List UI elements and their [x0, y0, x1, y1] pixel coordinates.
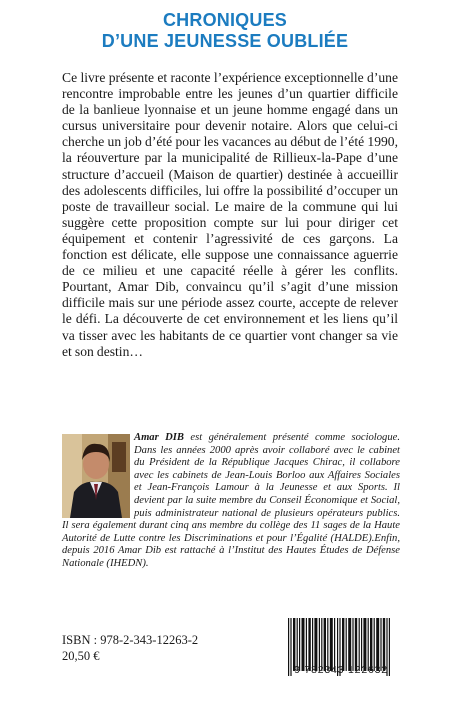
title-line-1: CHRONIQUES	[162, 10, 287, 30]
book-title	[0, 10, 450, 52]
price: 20,50 €	[62, 649, 100, 663]
barcode-digits: 9 782343 122632	[294, 664, 388, 676]
author-name: Amar DIB	[134, 432, 184, 443]
book-summary: Ce livre présente et raconte l’expérience exceptionnelle d’une rencontre improbable entre les jeunes d’un quartier difficile de la banlieue lyonnaise et un jeune homme engagé dans un cursus universitaire pour devenir notaire. Alors que celui-ci cherche un job d’été pour les vacances au début de l’été 1990, la réouverture par la municipalité de Rillieux-la-Pape d’une structure d’accueil (Maison de quartier) destinée à accueillir des adolescents difficiles, lui offre la possibilité d’occuper un poste de travailleur social. Le maire de la commune qui lui suggère cette proposition compte sur lui pour diriger cet équipement et contenir l’agressivité de ces garçons. La fonction est délicate, elle suppose une connaissance aguerrie de ce milieu et une capacité réelle à gérer les conflits. Pourtant, Amar Dib, convaincu qu’il s’agit d’une mission difficile mais sur une période assez courte, accepte de relever le défi. La découverte de cet environnement et les liens qu’il va tisser avec les habitants de ce quartier vont changer sa vie et son destin…	[62, 70, 398, 359]
author-bio-text: est généralement présenté comme sociologue. Dans les années 2000 après avoir collaboré avec le cabinet du Président de la République Jacques Chirac, il collabore avec les cabinets de Jean-Louis Borloo aux Affaires Sociales et Jean-François Lamour à la Jeunesse et aux Sports. Il devient par la suite membre du Conseil Économique et Social, puis administrateur national de plusieurs opérateurs publics. Il sera également durant cinq ans membre du collège des 11 sages de la Haute Autorité de Lutte contre les Discriminations et pour l’Égalité (HALDE).Enfin, depuis 2016 Amar Dib est rattaché à l’Institut des Hautes Études de Défense Nationale (IHEDN).	[62, 432, 400, 569]
author-bio	[62, 432, 400, 571]
title-line-2: D’UNE JEUNESSE OUBLIÉE	[101, 31, 349, 51]
isbn: ISBN : 978-2-343-12263-2	[62, 633, 199, 647]
